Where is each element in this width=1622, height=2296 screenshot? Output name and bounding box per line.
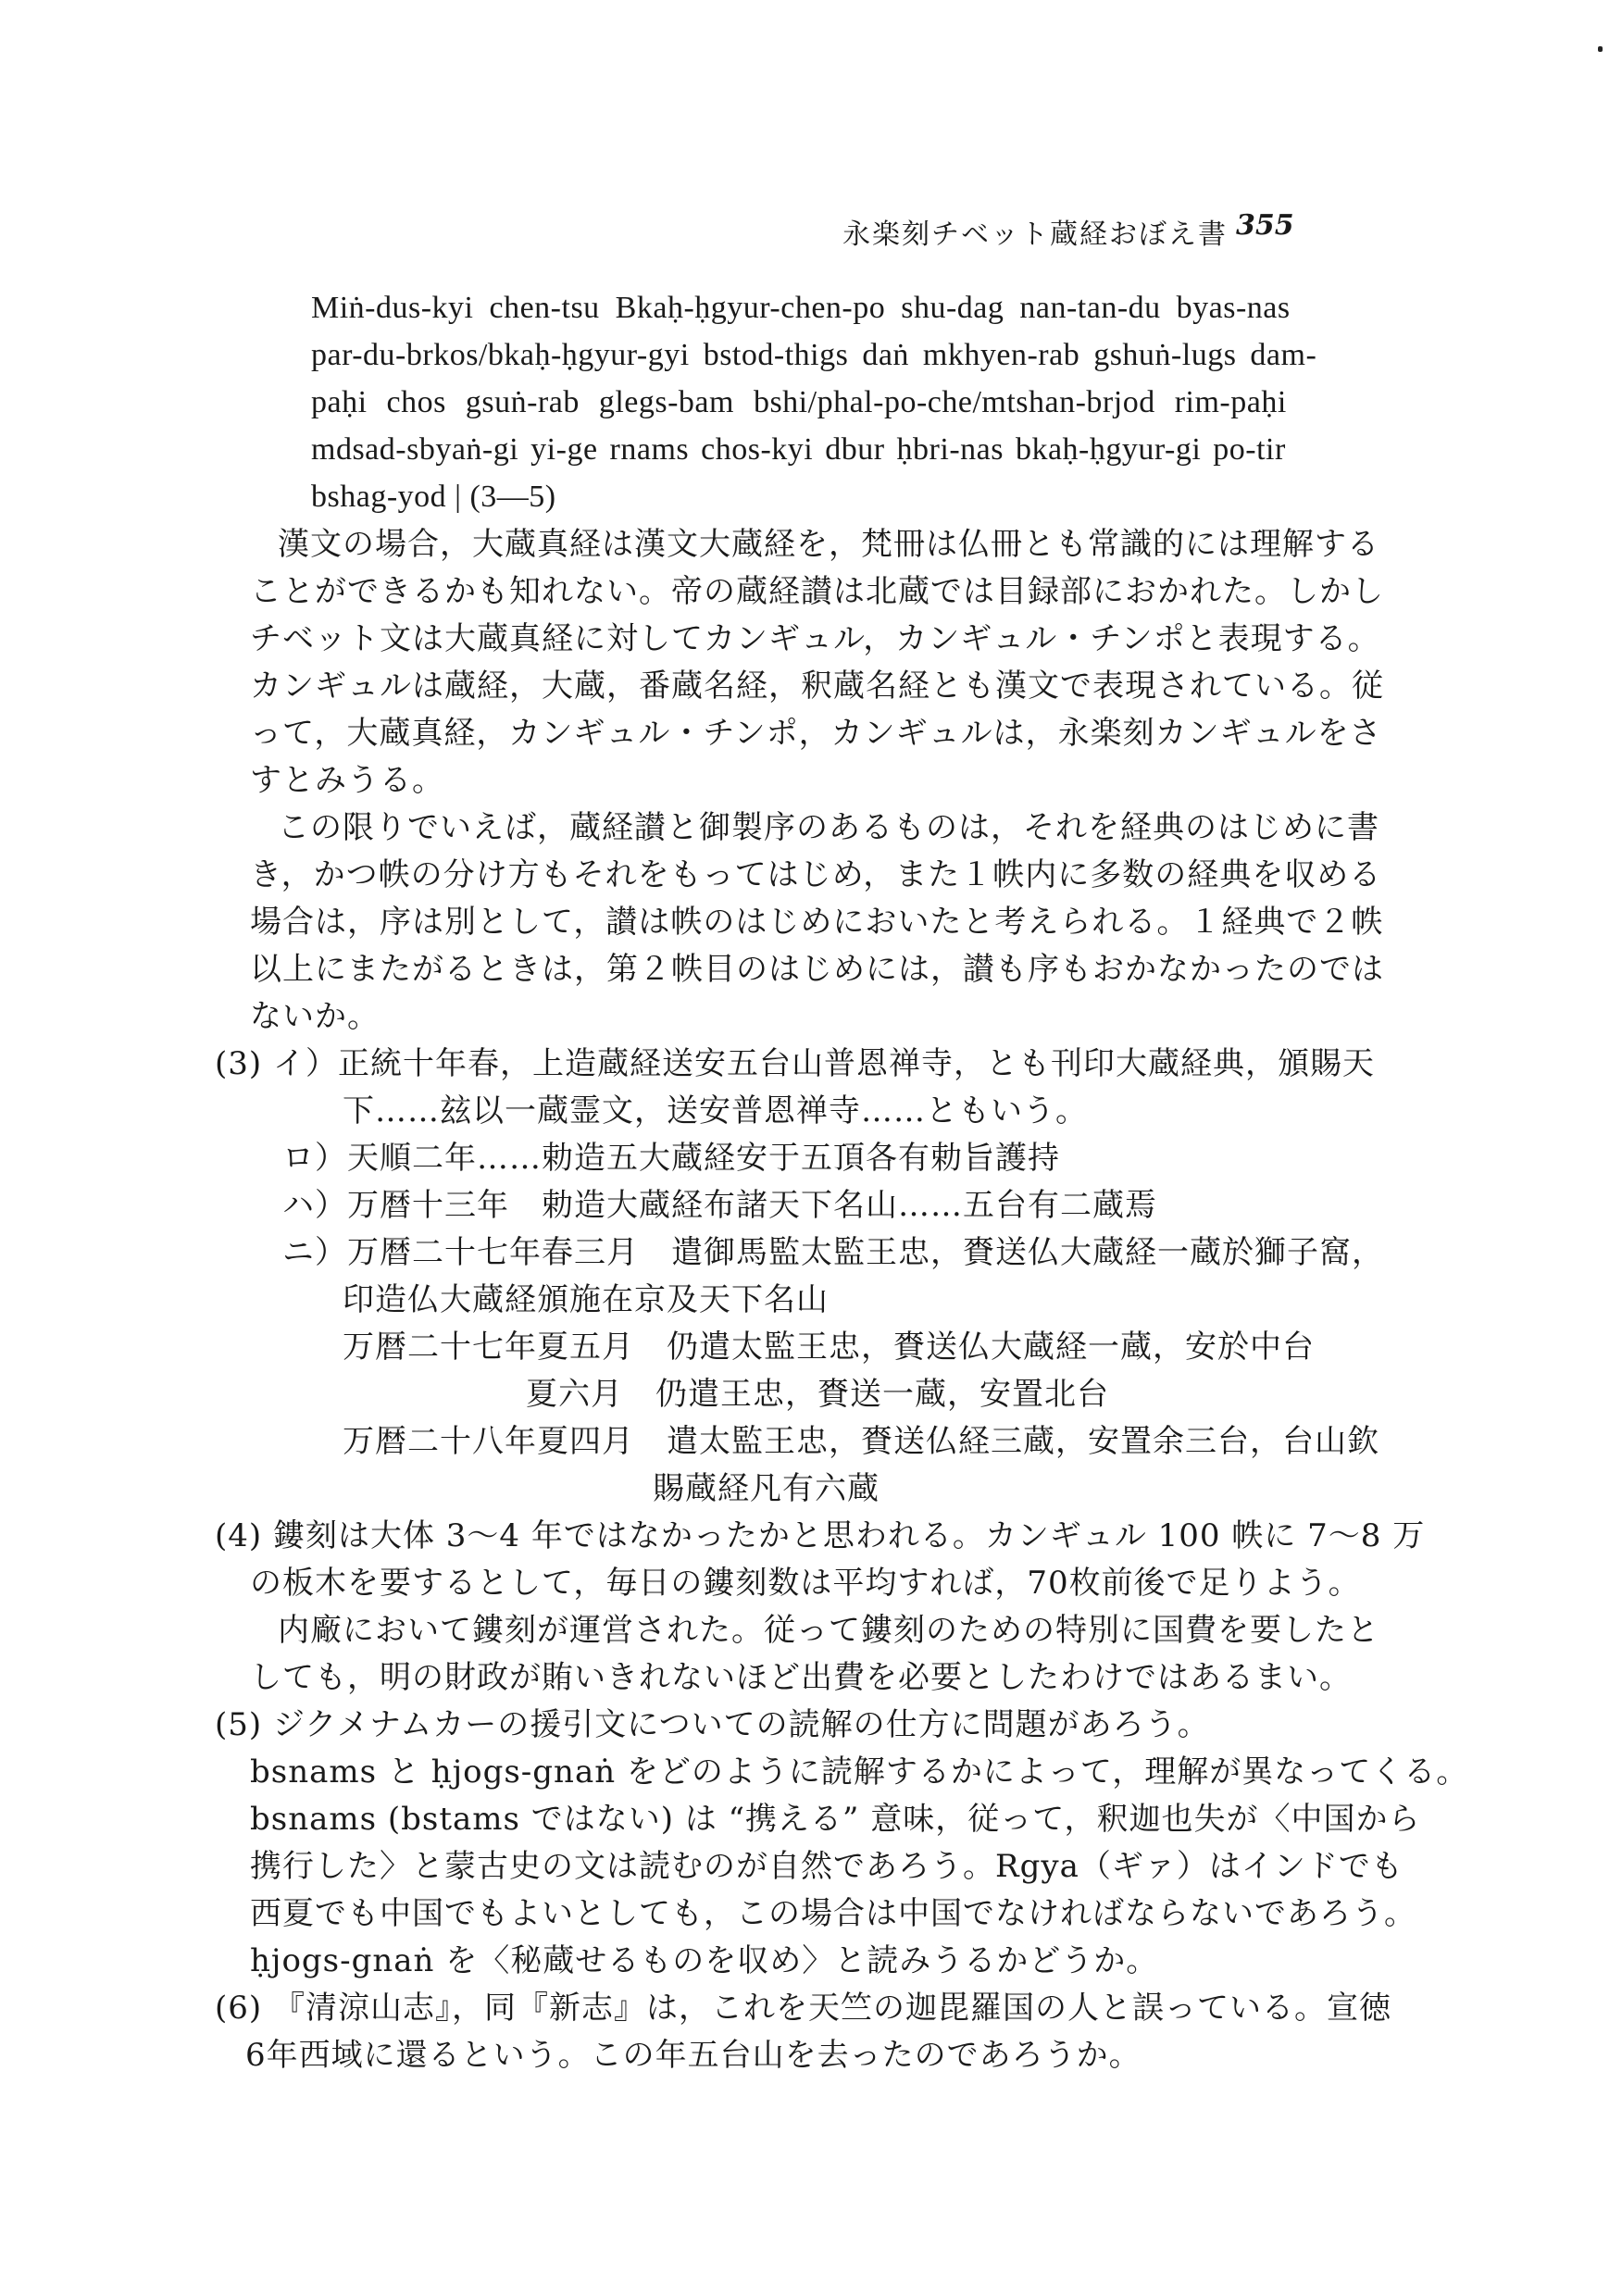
- note-line: bsnams と ḥjogs-gnaṅ をどのように読解するかによって，理解が異なってくる。: [250, 1753, 1469, 1791]
- paragraph-line: って，大蔵真経，カンギュル・チンポ，カンギュルは，永楽刻カンギュルをさ: [250, 715, 1382, 752]
- paragraph-line: 場合は，序は別として，讃は帙のはじめにおいたと考えられる。１経典で２帙: [250, 904, 1384, 941]
- note-line: 賜蔵経凡有六蔵: [653, 1470, 880, 1507]
- paragraph-line: チベット文は大蔵真経に対してカンギュル，カンギュル・チンポと表現する。: [250, 620, 1380, 657]
- tibetan-line: bshag-yod | (3—5): [311, 480, 556, 514]
- note-line: (6) 『清涼山志』，同『新志』は，これを天竺の迦毘羅国の人と誤っている。宣徳: [215, 1990, 1391, 2027]
- note-line: 印造仏大蔵経頒施在京及天下名山: [343, 1281, 829, 1318]
- note-line: 内廠において鏤刻が運営された。従って鏤刻のための特別に国費を要したと: [278, 1612, 1379, 1649]
- note-line: の板木を要するとして，毎日の鏤刻数は平均すれば，70枚前後で足りよう。: [250, 1565, 1361, 1602]
- tibetan-line: mdsad-sbyaṅ-gi yi-ge rnams chos-kyi dbur ḥbri-nas bkaḥ-ḥgyur-gi po-tir: [311, 432, 1286, 467]
- tibetan-line: Miṅ-dus-kyi chen-tsu Bkaḥ-ḥgyur-chen-po shu-dag nan-tan-du byas-nas: [311, 291, 1291, 325]
- note-line: ロ）天順二年……勅造五大蔵経安于五頂各有勅旨護持: [282, 1140, 1060, 1177]
- note-line: (4) 鏤刻は大体 3〜4 年ではなかったかと思われる。カンギュル 100 帙に 7〜8 万: [215, 1517, 1426, 1554]
- paragraph-line: すとみうる。: [250, 762, 444, 799]
- running-title: 永楽刻チベット蔵経おぼえ書: [842, 218, 1228, 251]
- note-line: ḥjogs-gnaṅ を〈秘蔵せるものを収め〉と読みうるかどうか。: [250, 1942, 1159, 1979]
- paragraph-line: ないか。: [250, 998, 380, 1035]
- page-number: 355: [1236, 209, 1294, 242]
- scan-speck: [1598, 46, 1603, 52]
- tibetan-line: par-du-brkos/bkaḥ-ḥgyur-gyi bstod-thigs daṅ mkhyen-rab gshuṅ-lugs dam-: [311, 338, 1317, 372]
- note-line: 携行した〉と蒙古史の文は読むのが自然であろう。Rgya（ギァ）はインドでも: [250, 1848, 1404, 1885]
- paragraph-line: き，かつ帙の分け方もそれをもってはじめ，また１帙内に多数の経典を収める: [250, 856, 1382, 893]
- note-line: (5) ジクメナムカーの援引文についての読解の仕方に問題があろう。: [215, 1706, 1210, 1743]
- note-line: 万暦二十七年夏五月 仍遣太監王忠，賚送仏大蔵経一蔵，安於中台: [343, 1329, 1315, 1366]
- note-line: 万暦二十八年夏四月 遣太監王忠，賚送仏経三蔵，安置余三台，台山欽: [343, 1423, 1379, 1460]
- tibetan-line: paḥi chos gsuṅ-rab glegs-bam bshi/phal-po-che/mtshan-brjod rim-paḥi: [311, 385, 1287, 419]
- note-line: bsnams (bstams ではない) は “携える” 意味，従って，釈迦也失が〈中国から: [250, 1801, 1421, 1838]
- paragraph-line: ことができるかも知れない。帝の蔵経讃は北蔵では目録部におかれた。しかし: [250, 573, 1384, 610]
- paragraph-line: 以上にまたがるときは，第２帙目のはじめには，讃も序もおかなかったのでは: [250, 951, 1384, 988]
- note-line: 下……玆以一蔵霊文，送安普恩禅寺……ともいう。: [343, 1092, 1088, 1129]
- note-line: 西夏でも中国でもよいとしても，この場合は中国でなければならないであろう。: [250, 1895, 1416, 1932]
- note-line: 6年西域に還るという。この年五台山を去ったのであろうか。: [245, 2037, 1142, 2074]
- paragraph-line: カンギュルは蔵経，大蔵，番蔵名経，釈蔵名経とも漢文で表現されている。従: [250, 668, 1384, 705]
- note-line: (3) イ）正統十年春，上造蔵経送安五台山普恩禅寺，とも刊印大蔵経典，頒賜天: [215, 1045, 1375, 1082]
- note-line: しても，明の財政が賄いきれないほど出費を必要としたわけではあるまい。: [250, 1659, 1352, 1696]
- running-header: [796, 209, 1315, 251]
- note-line: 夏六月 仍遣王忠，賚送一蔵，安置北台: [526, 1376, 1109, 1413]
- note-line: ニ）万暦二十七年春三月 遣御馬監太監王忠，賚送仏大蔵経一蔵於獅子窩，: [282, 1234, 1384, 1271]
- note-line: ハ）万暦十三年 勅造大蔵経布諸天下名山……五台有二蔵焉: [282, 1187, 1157, 1224]
- paragraph-line: 漢文の場合，大蔵真経は漢文大蔵経を，梵冊は仏冊とも常識的には理解する: [278, 526, 1379, 563]
- paragraph-line: この限りでいえば，蔵経讃と御製序のあるものは，それを経典のはじめに書: [278, 809, 1379, 846]
